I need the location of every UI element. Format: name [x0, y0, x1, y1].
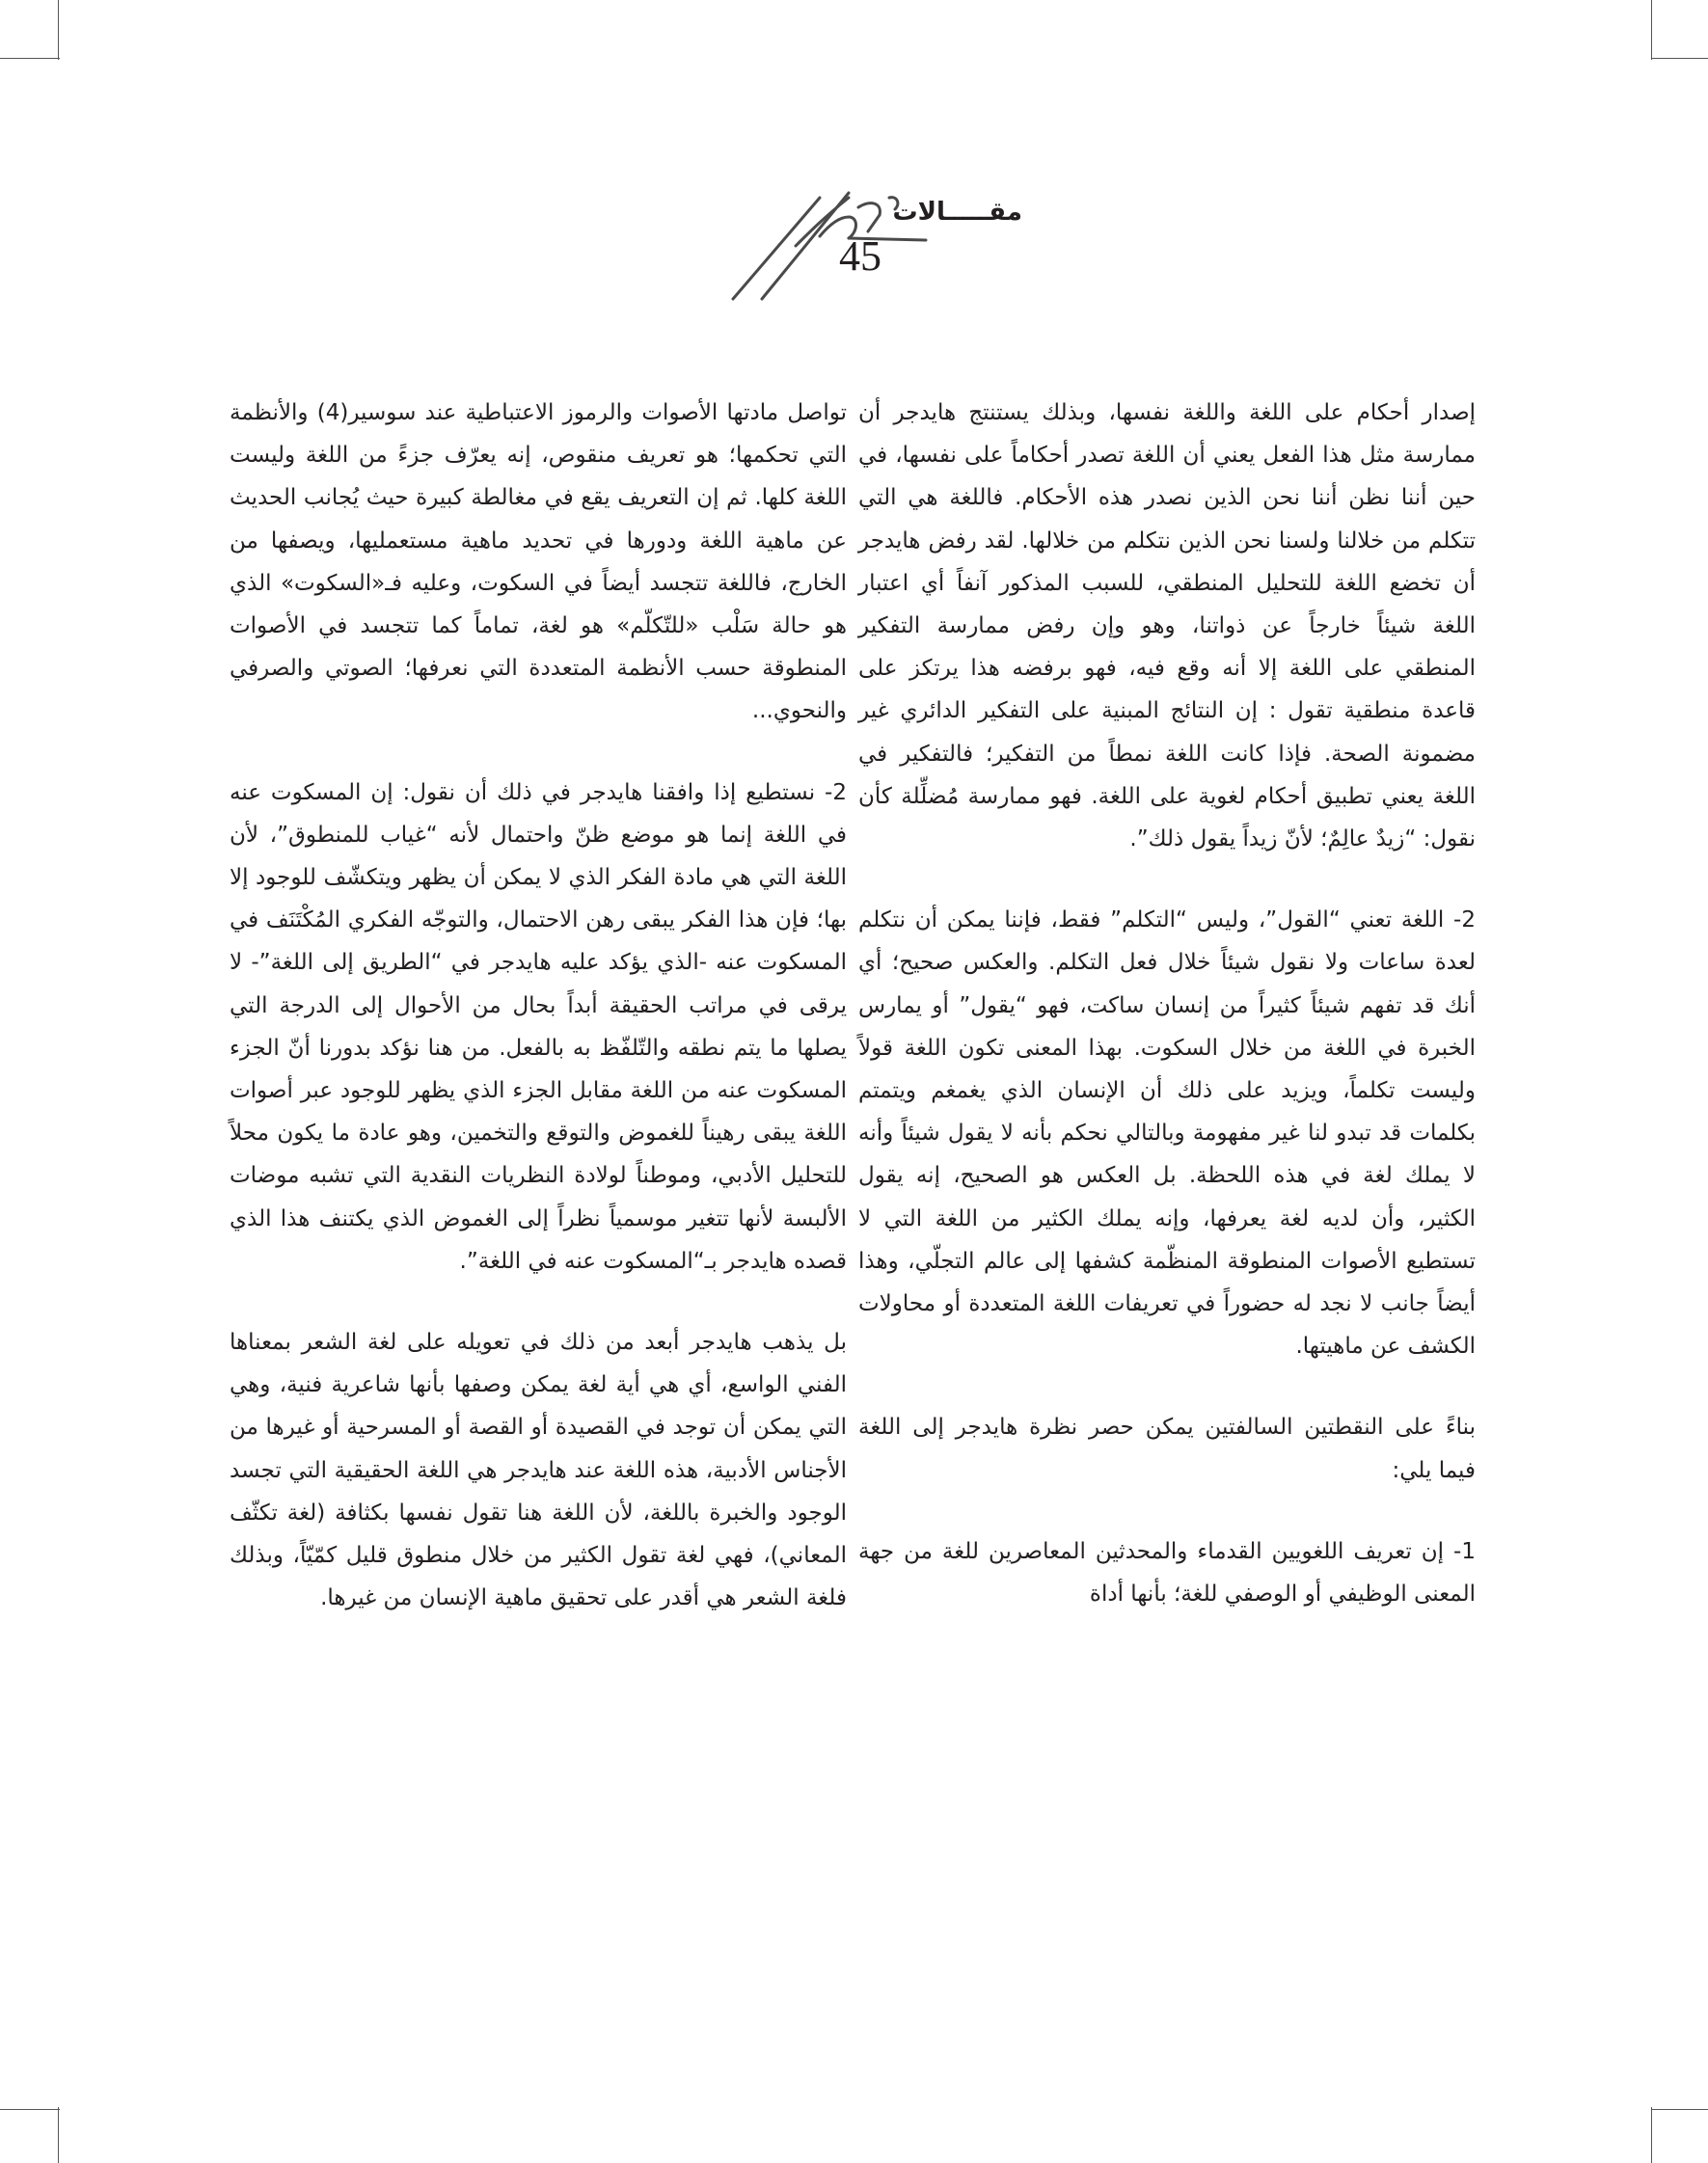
page-masthead	[0, 0, 1708, 318]
paragraph: تواصل مادتها الأصوات والرموز الاعتباطية عند سوسير(4) والأنظمة التي تحكمها؛ هو تعريف منقوص، إنه يعرّف جزءً من اللغة وليست اللغة كلها. ثم إن التعريف يقع في مغالطة كبيرة حيث يُجانب الحديث عن ماهية اللغة ودورها في تحديد ماهية مستعمليها، ويصفها من الخارج، فاللغة تتجسد أيضاً في السكوت، وعليه فـ«السكوت» الذي هو حالة سَلْب «للتّكلّم» هو لغة، تماماً كما تتجسد في الأصوات المنطوقة حسب الأنظمة المتعددة التي نعرفها؛ الصوتي والصرفي والنحوي...	[230, 400, 847, 724]
text-column-left	[230, 392, 847, 1619]
paragraph: 2- اللغة تعني “القول”، وليس “التكلم” فقط، فإننا يمكن أن نتكلم لعدة ساعات ولا نقول شيئاً خلال فعل التكلم. والعكس صحيح؛ أي أنك قد تفهم شيئاً كثيراً من إنسان ساكت، فهو “يقول” أو يمارس الخبرة في اللغة من خلال السكوت. بهذا المعنى تكون اللغة قولاً وليست تكلماً، ويزيد على ذلك أن الإنسان الذي يغمغم ويتمتم بكلمات قد تبدو لنا غير مفهومة وبالتالي نحكم بأنه لا يقول شيئاً وأنه لا يملك لغة في هذه اللحظة. بل العكس هو الصحيح، إنه يقول الكثير، وأن لديه لغة يعرفها، وإنه يملك الكثير من اللغة التي لا تستطيع الأصوات المنطوقة المنظّمة كشفها إلى عالم التجلّي، وهذا أيضاً جانب لا نجد له حضوراً في تعريفات اللغة المتعددة أو محاولات الكشف عن ماهيتها.	[858, 907, 1476, 1360]
section-label: مقـــــالات	[892, 198, 1022, 227]
crop-mark-bottom-left-h	[0, 2109, 60, 2110]
crop-mark-bottom-right-h	[1651, 2109, 1708, 2110]
paragraph: بناءً على النقطتين السالفتين يمكن حصر نظرة هايدجر إلى اللغة فيما يلي:	[858, 1415, 1476, 1483]
paragraph: 2- نستطيع إذا وافقنا هايدجر في ذلك أن نقول: إن المسكوت عنه في اللغة إنما هو موضع ظنّ واحتمال لأنه “غياب للمنطوق”، لأن اللغة التي هي مادة الفكر الذي لا يمكن أن يظهر ويتكشّف للوجود إلا بها؛ فإن هذا الفكر يبقى رهن الاحتمال، والتوجّه الفكري المُكْتَنَف في المسكوت عنه -الذي يؤكد عليه هايدجر في “الطريق إلى اللغة”- لا يرقى في مراتب الحقيقة أبداً بحال من الأحوال إلى الدرجة التي يصلها ما يتم نطقه والتّلفّظ به بالفعل. من هنا نؤكد بدورنا أنّ الجزء المسكوت عنه من اللغة مقابل الجزء الذي يظهر للوجود عبر أصوات اللغة يبقى رهيناً للغموض والتوقع والتخمين، وهو عادة ما يكون محلاً للتحليل الأدبي، وموطناً لولادة النظريات النقدية التي تشبه موضات الألبسة لأنها تتغير موسمياً نظراً إلى الغموض الذي يكتنف هذا الذي قصده هايدجر بـ“المسكوت عنه في اللغة”.	[230, 779, 847, 1274]
crop-mark-bottom-left-v	[58, 2107, 59, 2163]
page-number: 45	[839, 232, 881, 280]
paragraph: إصدار أحكام على اللغة واللغة نفسها، وبذلك يستنتج هايدجر أن ممارسة مثل هذا الفعل يعني أن اللغة تصدر أحكاماً على نفسها، في حين أننا نظن أننا نحن الذين نصدر هذه الأحكام. فاللغة هي التي تتكلم من خلالنا ولسنا نحن الذين نتكلم من خلالها. لقد رفض هايدجر أن تخضع اللغة للتحليل المنطقي، للسبب المذكور آنفاً أي اعتبار اللغة شيئاً خارجاً عن ذواتنا، وهو وإن رفض ممارسة التفكير المنطقي على اللغة إلا أنه وقع فيه، فهو برفضه هذا يرتكز على قاعدة منطقية تقول : إن النتائج المبنية على التفكير الدائري غير مضمونة الصحة. فإذا كانت اللغة نمطاً من التفكير؛ فالتفكير في اللغة يعني تطبيق أحكام لغوية على اللغة. فهو ممارسة مُضلِّلة كأن نقول: “زيدٌ عالِمٌ؛ لأنّ زيداً يقول ذلك”.	[858, 400, 1476, 852]
paragraph: 1- إن تعريف اللغويين القدماء والمحدثين المعاصرين للغة من جهة المعنى الوظيفي أو الوصفي للغة؛ بأنها أداة	[858, 1538, 1476, 1608]
crop-mark-bottom-right-v	[1651, 2107, 1652, 2163]
paragraph: بل يذهب هايدجر أبعد من ذلك في تعويله على لغة الشعر بمعناها الفني الواسع، أي هي أية لغة يمكن وصفها بأنها شاعرية فنية، وهي التي يمكن أن توجد في القصيدة أو القصة أو المسرحية أو غيرها من الأجناس الأدبية، هذه اللغة عند هايدجر هي اللغة الحقيقية التي تجسد الوجود والخبرة باللغة، لأن اللغة هنا تقول نفسها بكثافة (لغة تكثّف المعاني)، فهي لغة تقول الكثير من خلال منطوق قليل كمّيّاً، وبذلك فلغة الشعر هي أقدر على تحقيق ماهية الإنسان من غيرها.	[230, 1330, 847, 1611]
text-column-right	[858, 392, 1476, 1615]
